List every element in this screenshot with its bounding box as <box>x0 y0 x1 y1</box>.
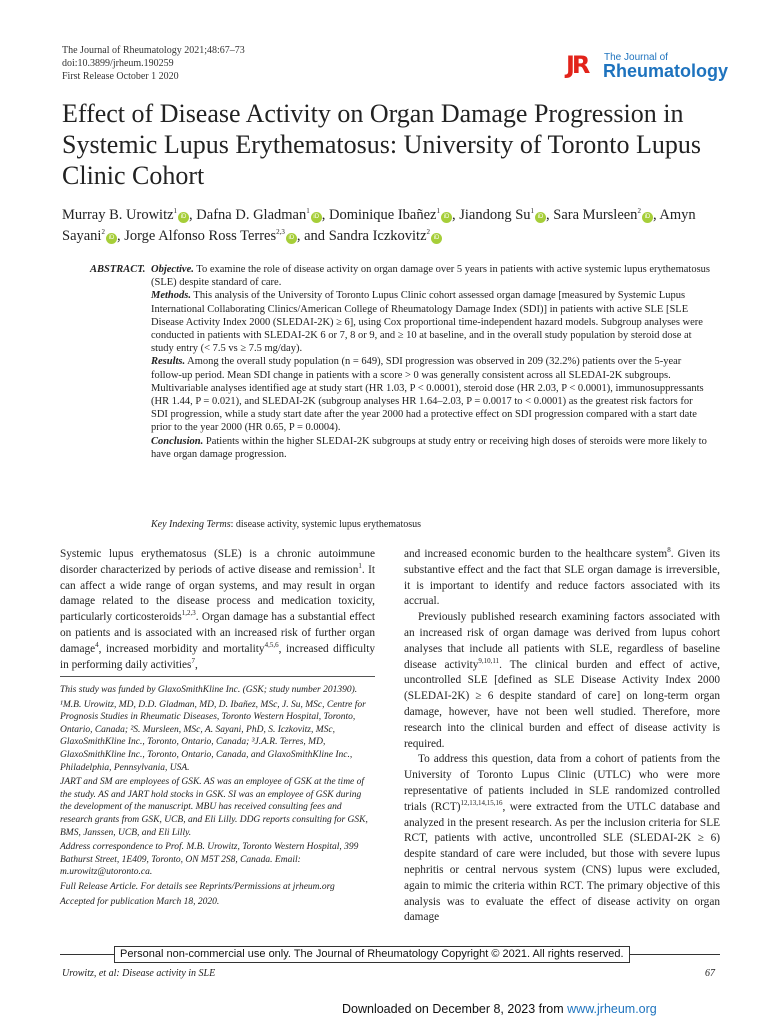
affiliation-ref: 2 <box>637 207 641 216</box>
article-title: Effect of Disease Activity on Organ Damage Progression in Systemic Lupus Erythematosus: University of Toronto Lupus Clinic Cohort <box>62 99 701 190</box>
orcid-icon[interactable]: iD <box>535 212 546 223</box>
affiliation-ref: 2,3 <box>276 228 285 237</box>
journal-logo[interactable] <box>566 50 729 82</box>
doi-line[interactable]: doi:10.3899/jrheum.190259 <box>62 58 174 69</box>
accepted-note: Accepted for publication March 18, 2020. <box>60 896 220 907</box>
orcid-icon[interactable]: iD <box>106 233 117 244</box>
logo-big-text: Rheumatology <box>603 61 729 81</box>
author-list: Murray B. Urowitz$^1$iD , Dafna D. Gladman$^1$iD , Dominique Ibañez$^1$iD , Jiandong Su$^1$iD , Sara Mursleen$^2$iD , Amyn Sayani$^2$iD , Jorge Alfonso Ross Terres$^{2,3}$iD , and Sandra Iczkovitz$^2$iD <box>62 207 696 244</box>
orcid-icon[interactable]: iD <box>642 212 653 223</box>
keywords-text: : disease activity, systemic lupus erythematosus <box>230 519 422 530</box>
running-footer: Urowitz, et al: Disease activity in SLE <box>62 968 216 979</box>
conclusion-label: Conclusion. <box>151 435 204 447</box>
page-number: 67 <box>705 968 715 979</box>
affiliation-ref: 1 <box>530 207 535 216</box>
author-name[interactable]: Murray B. Urowitz <box>62 207 174 223</box>
citation-ref[interactable]: 8 <box>667 546 671 555</box>
footnote-divider <box>60 676 375 677</box>
body-right-column <box>404 547 720 926</box>
orcid-icon[interactable]: iD <box>431 233 442 244</box>
author-name[interactable]: Sara Mursleen <box>553 207 638 223</box>
footnotes <box>60 684 375 910</box>
logo-small-text: The Journal of <box>604 52 668 63</box>
author-name[interactable]: Sandra Iczkovitz <box>328 228 427 244</box>
citation-ref[interactable]: 9,10,11 <box>478 656 500 665</box>
orcid-icon[interactable]: iD <box>178 212 189 223</box>
first-release-line: First Release October 1 2020 <box>62 71 179 82</box>
objective-text: To examine the role of disease activity on organ damage over 5 years in patients with active systemic lupus erythematosus (SLE) despite standard of care. <box>151 264 711 289</box>
body-left-column <box>60 547 375 673</box>
affiliation-ref: 2 <box>101 228 105 237</box>
orcid-icon[interactable]: iD <box>311 212 322 223</box>
citation-ref[interactable]: 1 <box>358 562 362 571</box>
objective-label: Objective. <box>151 264 194 275</box>
methods-label: Methods. <box>151 290 191 302</box>
methods-text: This analysis of the University of Toronto Lupus Clinic cohort assessed organ damage [measured by Systemic Lupus International Collaborating Clinics/American College of Rheumatology Damage Index (SDI)] in patients with active SLE [SLE Disease Activity Index 2000 (SLEDAI-2K) ≥ 6], using Cox proportional time-independent hazard models. Subgroup analyses were conducted in patients with SLEDAI-2K 6 or 7, 8 or 9, and ≥ 10 at baseline, and in the overall study population by steroid dose at study entry (< 7.5 vs ≥ 7.5 mg/day). <box>151 290 703 355</box>
body-paragraph: and increased economic burden to the healthcare system$^8$. Given its substantive effect and the fact that SLE organ damage is irreversible, it is important to identify and reduce factors associated with its accrual. <box>404 546 720 608</box>
body-paragraph: Systemic lupus erythematosus (SLE) is a chronic autoimmune disorder characterized by periods of active disease and remission$^1$. It can affect a wide range of organ systems, and may result in organ damage related to the disease process and medication toxicity, particularly corticosteroids$^{1,2,3}$. Organ damage has a substantial effect on patients and is associated with an increased risk of further organ damage$^4$, increased morbidity and mortality$^{4,5,6}$, increased difficulty in performing daily activities$^7$, <box>60 548 375 671</box>
abstract <box>62 263 712 461</box>
abstract-methods <box>151 289 712 355</box>
journal-citation <box>62 44 245 83</box>
funding-note: This study was funded by GlaxoSmithKline Inc. (GSK; study number 201390). <box>60 685 358 695</box>
key-indexing-terms <box>151 519 421 530</box>
citation-ref[interactable]: 4 <box>95 641 99 650</box>
abstract-label: ABSTRACT. <box>90 264 146 275</box>
abstract-results <box>151 355 712 434</box>
affiliation-ref: 1 <box>306 207 310 216</box>
conclusion-text: Patients within the higher SLEDAI-2K subgroups at study entry or receiving high doses of steroids were more likely to have organ damage progression. <box>151 435 707 460</box>
download-text: Downloaded on December 8, 2023 from <box>342 1002 568 1016</box>
correspondence-note: Address correspondence to Prof. M.B. Urowitz, Toronto Western Hospital, 399 Bathurst Street, 1E409, Toronto, ON M5T 2S8, Canada. Email: m.urowitz@utoronto.ca. <box>60 842 359 878</box>
results-text: Among the overall study population (n = 649), SDI progression was observed in 209 (32.2%) patients over the 5-year follow-up period. Mean SDI change in patients with a score > 0 was generally consistent across all SLEDAI-2K subgroups. Multivariable analyses identified age at study start (HR 1.03, P < 0.0001), steroid dose (HR 2.03, P < 0.0001), immunosuppressants (HR 1.44, P = 0.021), and SLEDAI-2K (subgroup analyses HR 1.64–2.03, P = 0.0017 to < 0.0001) as the greatest risk factors for SDI progression, while a study start date after the year 2000 had a protective effect on SDI progression compared with a start date prior to the year 2000 (HR 0.65, P = 0.0004). <box>151 356 704 434</box>
copyright-notice: Personal non-commercial use only. The Journal of Rheumatology Copyright © 2021. All rights reserved. <box>114 946 630 963</box>
affiliation-ref: 1 <box>173 207 178 216</box>
keywords-label: Key Indexing Terms <box>151 519 231 530</box>
abstract-body <box>151 263 712 461</box>
reprints-note: Full Release Article. For details see Reprints/Permissions at jrheum.org <box>60 881 335 892</box>
orcid-icon[interactable]: iD <box>286 233 297 244</box>
body-paragraph: To address this question, data from a cohort of patients from the University of Toronto Lupus Clinic (UTLC) who were more representative of patients included in SLE randomized controlled trials (RCT)$^{12,13,14,15,16}$, were extracted from the UTLC database and analyzed in the present research. As per the inclusion criteria for SLE RCT, patients with active, uncontrolled SLE (SLEDAI-2K ≥ 6) despite standard of care were included, but those with severe lupus nephritis or central nervous system (CNS) lupus were excluded, again to mimic the criteria within RCT. The primary objective of this analysis was to evaluate the effect of disease activity on organ damage <box>404 753 720 924</box>
conflicts-note: JART and SM are employees of GSK. AS was an employee of GSK at the time of the study. AS and JART hold stocks in GSK. SI was an employee of GSK during the development of the manuscript. MBU has received consulting fees and research grants from GSK, UCB, and Eli Lilly. DDG reports consulting for GSK, BMS, Janssen, UCB, and Eli Lilly. <box>60 777 368 838</box>
body-paragraph: Previously published research examining factors associated with an increased risk of organ damage was derived from lupus cohort analyses that include all patients with SLE, regardless of baseline disease activity$^{9,10,11}$. The clinical burden and effect of active, uncontrolled SLE [defined as SLE Disease Activity Index 2000 (SLEDAI-2K) ≥ 6 despite standard of care] on long-term organ damage, however, have not been well studied. Therefore, more research into the clinical burden and effect of disease activity is required. <box>404 611 720 750</box>
affiliation-ref: 2 <box>426 228 431 237</box>
jrheum-link[interactable]: www.jrheum.org <box>567 1002 657 1016</box>
abstract-conclusion <box>151 435 712 461</box>
citation-ref[interactable]: 12,13,14,15,16 <box>460 798 503 807</box>
author-name[interactable]: Dominique Ibañez <box>328 207 437 223</box>
author-name[interactable]: Jorge Alfonso Ross Terres <box>124 228 277 244</box>
jr-logo-icon: JR <box>566 51 588 79</box>
journal-volume-line: The Journal of Rheumatology 2021;48:67–73 <box>62 45 245 56</box>
author-name[interactable]: Jiandong Su <box>459 207 531 223</box>
abstract-objective <box>151 263 712 289</box>
citation-ref[interactable]: 1,2,3 <box>181 609 196 618</box>
citation-ref[interactable]: 4,5,6 <box>264 641 279 650</box>
results-label: Results. <box>151 356 186 368</box>
affiliation-ref: 1 <box>436 207 440 216</box>
author-name[interactable]: Amyn Sayani <box>62 207 696 244</box>
download-notice <box>342 1002 657 1016</box>
author-name[interactable]: Dafna D. Gladman <box>196 207 307 223</box>
affiliations-note: ¹M.B. Urowitz, MD, D.D. Gladman, MD, D. Ibañez, MSc, J. Su, MSc, Centre for Prognosis Studies in Rheumatic Diseases, Toronto Western Hospital, Toronto, Ontario, Canada; ²S. Mursleen, MSc, A. Sayani, PhD, S. Iczkovitz, MSc, GlaxoSmithKline Inc., Toronto, Ontario, Canada; ³J.A.R. Terres, MD, GlaxoSmithKline Inc., Toronto, Ontario, Canada, and GlaxoSmithKline Inc., Philadelphia, Pennsylvania, USA. <box>60 699 366 773</box>
orcid-icon[interactable]: iD <box>441 212 452 223</box>
citation-ref[interactable]: 7 <box>191 656 195 665</box>
